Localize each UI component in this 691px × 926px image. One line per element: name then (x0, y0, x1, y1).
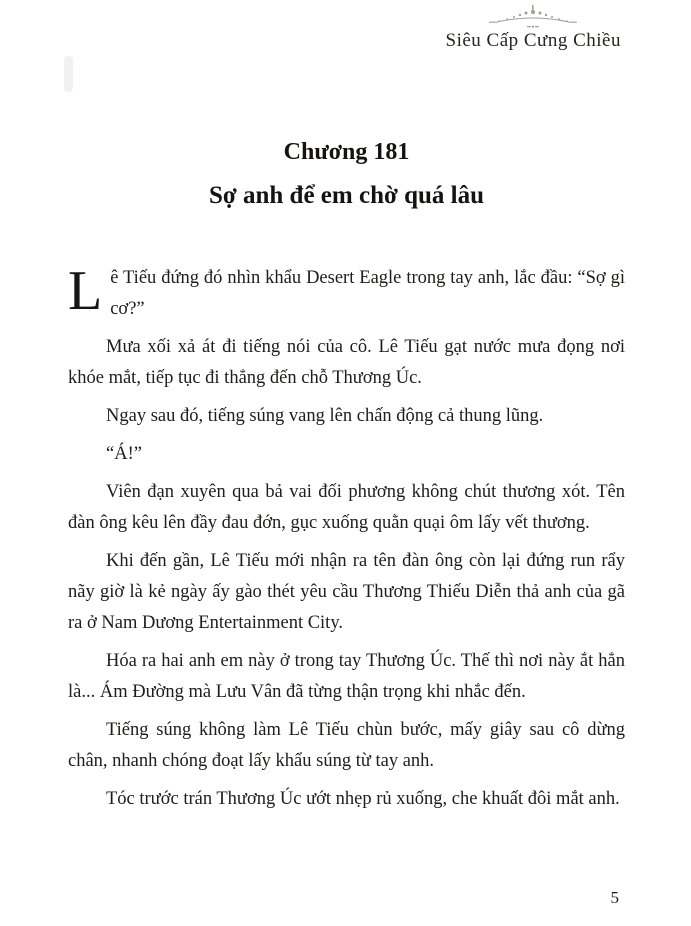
drop-cap: L (68, 260, 103, 322)
paragraph: Tiếng súng không làm Lê Tiếu chùn bước, mấy giây sau cô dừng chân, nhanh chóng đoạt lấy khẩu súng từ tay anh. (68, 720, 625, 771)
page-content (68, 138, 625, 822)
paragraph: “Á!” (106, 444, 142, 464)
paragraph: Khi đến gần, Lê Tiếu mới nhận ra tên đàn ông còn lại đứng run rẩy nãy giờ là kẻ ngày ấy gào thét yêu cầu Thương Thiếu Diễn thả anh của gã ra ở Nam Dương Entertainment City. (68, 551, 625, 633)
paragraph: Hóa ra hai anh em này ở trong tay Thương Úc. Thế thì nơi này ắt hẳn là... Ám Đường mà Lưu Vân đã từng thận trọng khi nhắc đến. (68, 651, 625, 702)
chapter-number: Chương 181 (283, 139, 410, 165)
paragraph-opening (68, 260, 625, 325)
paragraph: Ngay sau đó, tiếng súng vang lên chấn động cả thung lũng. (106, 406, 544, 426)
chapter-body (68, 260, 625, 815)
page-number: 5 (610, 888, 619, 907)
chapter-title: Sợ anh để em chờ quá lâu (209, 182, 484, 209)
paragraph: Viên đạn xuyên qua bả vai đối phương không chút thương xót. Tên đàn ông kêu lên đầy đau đớn, gục xuống quằn quại ôm lấy vết thương. (68, 482, 625, 533)
running-header (446, 4, 622, 52)
paragraph: Tóc trước trán Thương Úc ướt nhẹp rủ xuống, che khuất đôi mắt anh. (106, 789, 620, 809)
book-title: Siêu Cấp Cưng Chiều (445, 30, 621, 51)
crown-ornament-icon (446, 4, 622, 30)
scan-artifact (64, 56, 73, 92)
paragraph-text: ê Tiếu đứng đó nhìn khẩu Desert Eagle trong tay anh, lắc đầu: “Sợ gì cơ?” (110, 268, 625, 319)
paragraph: Mưa xối xả át đi tiếng nói của cô. Lê Tiếu gạt nước mưa đọng nơi khóe mắt, tiếp tục đi thẳng đến chỗ Thương Úc. (68, 337, 625, 388)
